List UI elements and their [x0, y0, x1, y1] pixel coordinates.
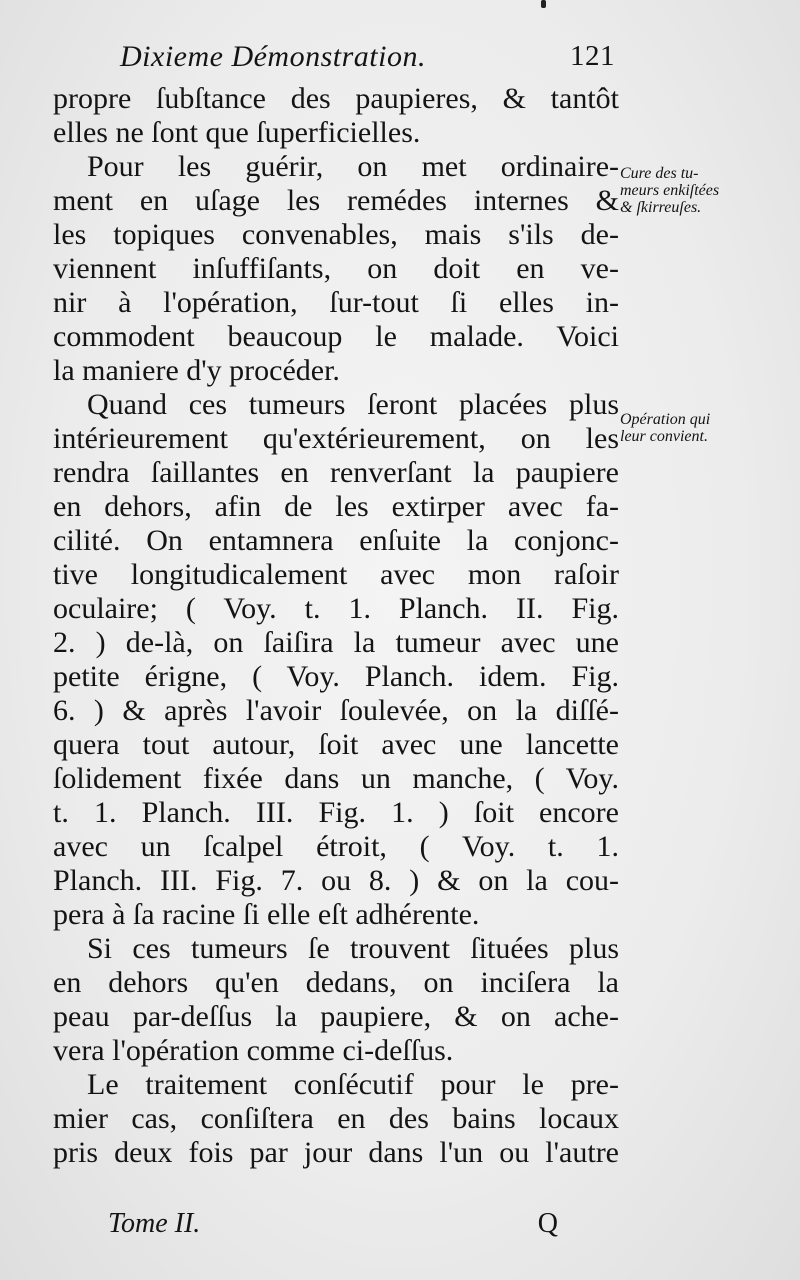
margin-note-line: meurs enkiſtées: [620, 182, 720, 199]
text-line: les topiques convenables, mais s'ils de-: [53, 218, 619, 251]
text-line: avec un ſcalpel étroit, ( Voy. t. 1.: [53, 830, 619, 863]
text-line: nir à l'opération, ſur-tout ſi elles in-: [53, 286, 619, 319]
text-line: Le traitement conſécutif pour le pre-: [87, 1068, 619, 1101]
margin-note-line: leur convient.: [620, 428, 708, 445]
text-line: Quand ces tumeurs ſeront placées plus: [87, 388, 619, 421]
text-line: en dehors, afin de les extirper avec fa-: [53, 490, 619, 523]
volume-label: Tome II.: [108, 1208, 201, 1239]
text-line: petite érigne, ( Voy. Planch. idem. Fig.: [53, 660, 619, 693]
ink-speck: [541, 0, 546, 8]
text-line: tive longitudicalement avec mon raſoir: [53, 558, 619, 591]
text-line: oculaire; ( Voy. t. 1. Planch. II. Fig.: [53, 592, 619, 625]
text-line: commodent beaucoup le malade. Voici: [53, 320, 619, 353]
text-line: vera l'opération comme ci-deſſus.: [53, 1034, 454, 1067]
text-line: ment en uſage les remédes internes &: [53, 184, 619, 217]
running-title: Dixieme Démonstration.: [120, 40, 426, 73]
margin-note-operation: [620, 411, 785, 445]
text-line: en dehors qu'en dedans, on inciſera la: [53, 966, 619, 999]
text-line: mier cas, conſiſtera en des bains locaux: [53, 1102, 619, 1135]
text-line: rendra ſaillantes en renverſant la paupiere: [53, 456, 619, 489]
signature-mark: Q: [537, 1208, 558, 1239]
body-text: [53, 82, 619, 1170]
text-line: pera à ſa racine ſi elle eſt adhérente.: [53, 898, 480, 931]
margin-note-line: Cure des tu-: [620, 165, 699, 182]
text-line: propre ſubſtance des paupieres, & tantôt: [53, 82, 619, 115]
text-line: Planch. III. Fig. 7. ou 8. ) & on la cou-: [53, 864, 619, 897]
text-line: 6. ) & après l'avoir ſoulevée, on la diſſé-: [53, 694, 619, 727]
text-line: ſolidement fixée dans un manche, ( Voy.: [53, 762, 619, 795]
margin-note-line: Opération qui: [620, 411, 711, 428]
margin-note-cure: [620, 165, 785, 216]
margin-note-line: & ſkirreuſes.: [620, 199, 702, 216]
text-line: t. 1. Planch. III. Fig. 1. ) ſoit encore: [53, 796, 619, 829]
text-line: 2. ) de-là, on ſaiſira la tumeur avec une: [53, 626, 619, 659]
page-header: [120, 40, 615, 80]
page-number: 121: [570, 40, 615, 72]
text-line: cilité. On entamnera enſuite la conjonc-: [53, 524, 619, 557]
text-line: elles ne ſont que ſuperficielles.: [53, 116, 421, 149]
text-line: intérieurement qu'extérieurement, on les: [53, 422, 619, 455]
text-line: Si ces tumeurs ſe trouvent ſituées plus: [87, 932, 619, 965]
text-line: peau par-deſſus la paupiere, & on ache-: [53, 1000, 619, 1033]
text-line: pris deux fois par jour dans l'un ou l'autre: [53, 1136, 619, 1169]
text-line: viennent inſuffiſants, on doit en ve-: [53, 252, 619, 285]
text-line: Pour les guérir, on met ordinaire-: [87, 150, 619, 183]
page-footer: [108, 1208, 558, 1246]
text-line: la maniere d'y procéder.: [53, 354, 340, 387]
text-line: quera tout autour, ſoit avec une lancette: [53, 728, 619, 761]
